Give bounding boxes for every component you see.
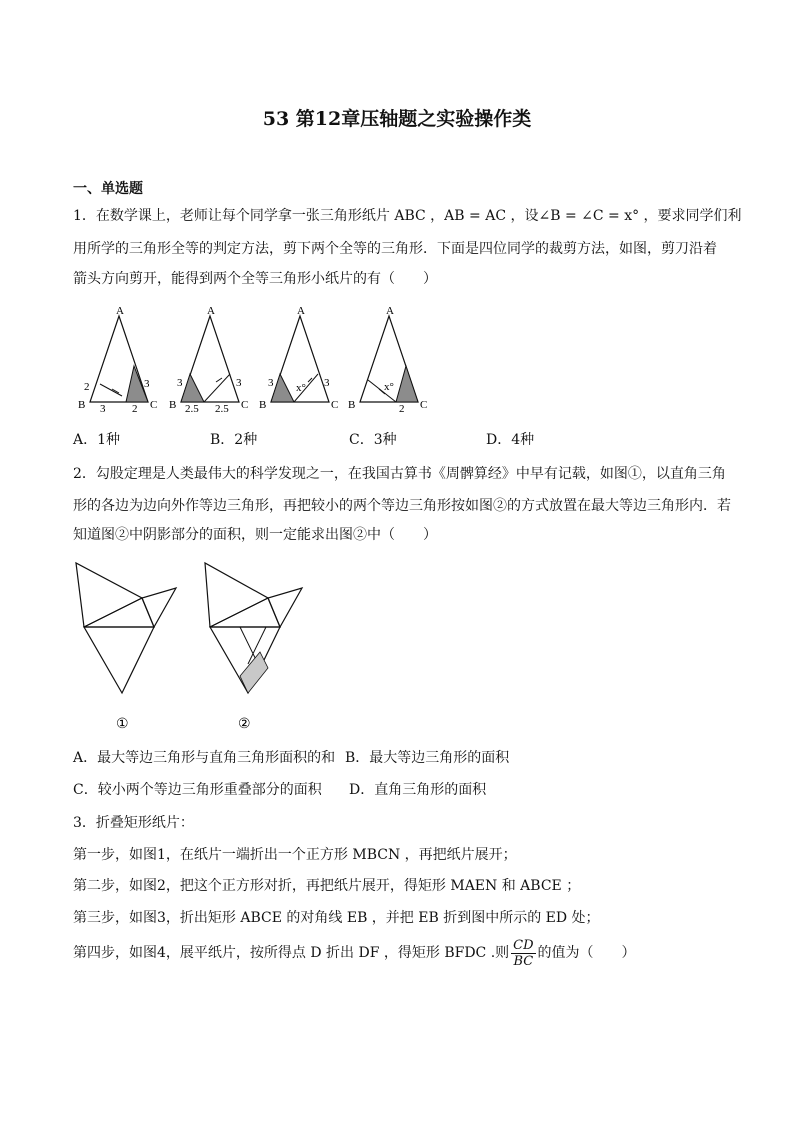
q2-text-line1: 2．勾股定理是人类最伟大的科学发现之一，在我国古算书《周髀算经》中早有记载，如图①，以直角三角 <box>73 466 726 482</box>
q3-step1: 第一步，如图1，在纸片一端折出一个正方形 MBCN ，再把纸片展开； <box>73 847 517 863</box>
q1-fig2-label-B: B <box>169 399 177 411</box>
q1-fig2-label-25b: 2.5 <box>215 403 229 414</box>
q2-option-b[interactable]: B．最大等边三角形的面积 <box>345 750 510 766</box>
q1-fig1-label-C: C <box>150 399 158 411</box>
q1-text-line3: 箭头方向剪开，能得到两个全等三角形小纸片的有（ ） <box>73 271 437 287</box>
q2-fig-label-1: ① <box>116 717 129 732</box>
q1-option-b[interactable]: B．2种 <box>210 432 258 448</box>
q2-figure-2 <box>205 563 302 693</box>
q1-option-d[interactable]: D．4种 <box>486 432 535 448</box>
q1-fig3-label-B: B <box>259 399 267 411</box>
q1-fig1-label-2a: 2 <box>84 381 90 393</box>
q1-fig1-label-3a: 3 <box>144 378 150 390</box>
q1-fig3-label-3a: 3 <box>268 377 274 389</box>
q2-fig-label-2: ② <box>238 717 251 732</box>
q1-fig3-label-C: C <box>331 399 339 411</box>
q1-fig2-label-A: A <box>207 305 215 317</box>
q1-fig2-label-C: C <box>241 399 249 411</box>
q1-fig3-label-A: A <box>297 305 305 317</box>
q2-text-line3: 知道图②中阴影部分的面积，则一定能求出图②中（ ） <box>73 527 437 543</box>
q2-option-d[interactable]: D．直角三角形的面积 <box>349 782 487 798</box>
q3-step4-text-a: 第四步，如图4，展平纸片，按所得点 D 折出 DF ，得矩形 BFDC .则 <box>73 945 510 961</box>
q1-text-line2: 用所学的三角形全等的判定方法，剪下两个全等的三角形．下面是四位同学的裁剪方法，如图，剪刀沿着 <box>73 241 717 257</box>
q3-step4 <box>73 936 636 970</box>
q2-option-c[interactable]: C．较小两个等边三角形重叠部分的面积 <box>73 782 322 798</box>
q1-figure-4 <box>348 305 427 414</box>
q1-figure-3 <box>259 305 338 411</box>
q3-step4-text-b: 的值为（ ） <box>537 945 636 961</box>
q1-fig4-label-x: x° <box>384 381 394 393</box>
q1-fig1-label-2b: 2 <box>132 403 138 414</box>
q1-fig2-label-25a: 2.5 <box>185 403 199 414</box>
q1-fig1-label-3b: 3 <box>100 403 106 414</box>
q3-step2: 第二步，如图2，把这个正方形对折，再把纸片展开，得矩形 MAEN 和 ABCE ； <box>73 878 581 894</box>
q1-text-line1: 1．在数学课上，老师让每个同学拿一张三角形纸片 ABC ，AB = AC ，设∠B = ∠C = x° ，要求同学们利 <box>73 208 742 224</box>
q3-fraction-denominator: BC <box>513 953 534 969</box>
q1-fig4-label-2: 2 <box>399 403 405 414</box>
q1-fig3-label-3b: 3 <box>324 377 330 389</box>
q1-option-a[interactable]: A．1种 <box>73 432 121 448</box>
q2-figure-1 <box>76 563 176 693</box>
q1-fig3-label-x: x° <box>296 382 306 394</box>
q1-fig4-label-A: A <box>386 305 394 317</box>
q3-fraction-numerator: CD <box>513 937 534 953</box>
q1-option-c[interactable]: C．3种 <box>349 432 397 448</box>
q1-fig4-label-B: B <box>348 399 356 411</box>
page-title: 53 第12章压轴题之实验操作类 <box>262 108 532 130</box>
q1-figure-1 <box>78 305 157 414</box>
q1-triangle-figures <box>72 304 442 414</box>
q3-fraction <box>511 938 535 969</box>
q2-text-line2: 形的各边为边向外作等边三角形，再把较小的两个等边三角形按如图②的方式放置在最大等边三角形内．若 <box>73 498 731 514</box>
q2-options-row2 <box>73 780 573 800</box>
q2-figures <box>70 560 320 735</box>
q1-fig1-label-B: B <box>78 399 86 411</box>
q1-figure-2 <box>169 305 248 414</box>
q1-fig1-label-A: A <box>116 305 124 317</box>
q1-fig4-label-C: C <box>420 399 428 411</box>
q3-text-line1: 3．折叠矩形纸片： <box>73 815 194 831</box>
section-heading: 一、单选题 <box>73 181 143 197</box>
q2-options-row1 <box>73 748 573 768</box>
q2-option-a[interactable]: A．最大等边三角形与直角三角形面积的和 <box>73 750 336 766</box>
q1-fig2-label-3b: 3 <box>236 377 242 389</box>
q1-fig2-label-3a: 3 <box>177 377 183 389</box>
q3-step3: 第三步，如图3，折出矩形 ABCE 的对角线 EB ，并把 EB 折到图中所示的 ED 处； <box>73 910 600 926</box>
